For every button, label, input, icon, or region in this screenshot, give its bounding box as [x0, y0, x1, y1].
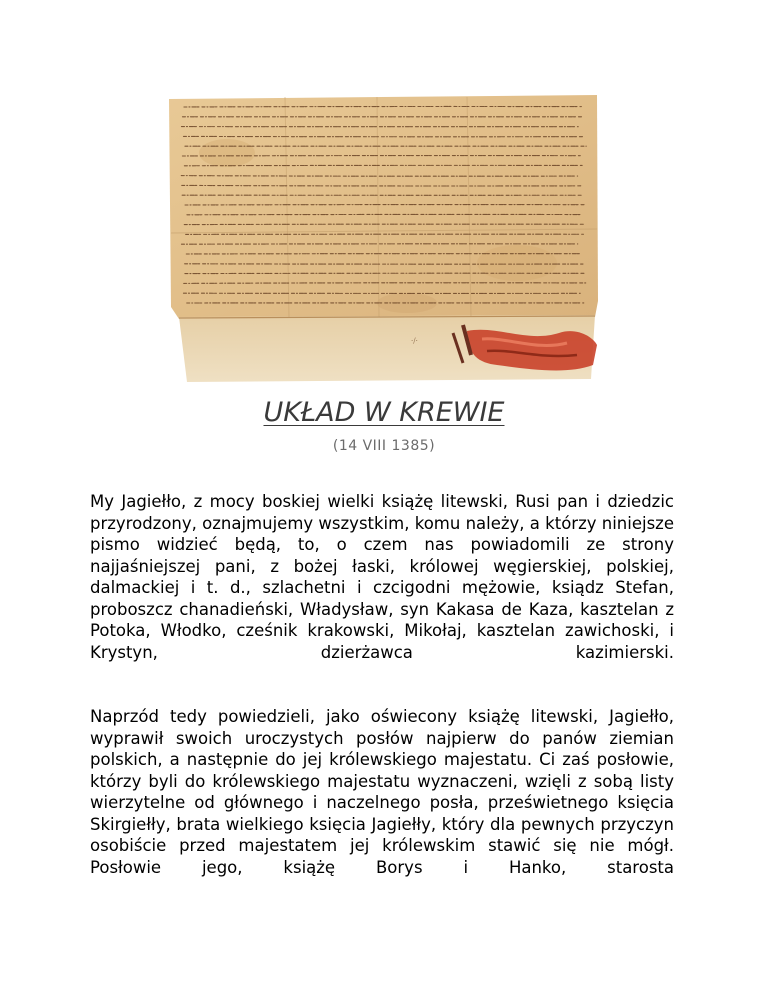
charter-image — [167, 93, 599, 383]
svg-text:·/·: ·/· — [411, 337, 418, 345]
parchment-illustration — [167, 93, 599, 383]
script-line — [184, 106, 581, 107]
document-date: (14 VIII 1385) — [332, 438, 436, 454]
paragraph-2: Naprzód tedy powiedzieli, jako oświecony książę litewski, Jagiełło, wyprawił swoich uroczystych posłów najpierw do panów ziemian polskich, a następnie do jej królewskiego majestatu. Ci zaś posłowie, którzy byli do królewskiego majestatu wyznaczeni, wzięli z sobą listy wierzytelne od głównego i naczelnego posła, prześwietnego księcia Skirgiełły, brata wielkiego księcia Jagiełły, który dla pewnych przyczyn osobiście przed majestatem jej królewskim stawić się nie mógł. Posłowie jego, książę Borys i Hanko, starosta — [90, 707, 674, 877]
script-line — [181, 176, 577, 177]
paragraph-1: My Jagiełło, z mocy boskiej wielki książę litewski, Rusi pan i dziedzic przyrodzony, oznajmujemy wszystkim, komu należy, a którzy niniejsze pismo widzieć będą, to, o czem nas powiadomili ze strony najjaśniejszej pani, z bożej łaski, królowej węgierskiej, polskiej, dalmackiej i t. d., szlachetni i czcigodni mężowie, ksiądz Stefan, proboszcz chanadieński, Władysław, syn Kakasa de Kaza, kasztelan z Potoka, Włodko, cześnik krakowski, Mikołaj, kasztelan zawichoski, i Krystyn, dzierżawca kazimierski. — [90, 492, 674, 662]
document-title: UKŁAD W KREWIE — [263, 397, 505, 428]
script-line — [184, 283, 586, 284]
parchment-body — [169, 95, 598, 319]
